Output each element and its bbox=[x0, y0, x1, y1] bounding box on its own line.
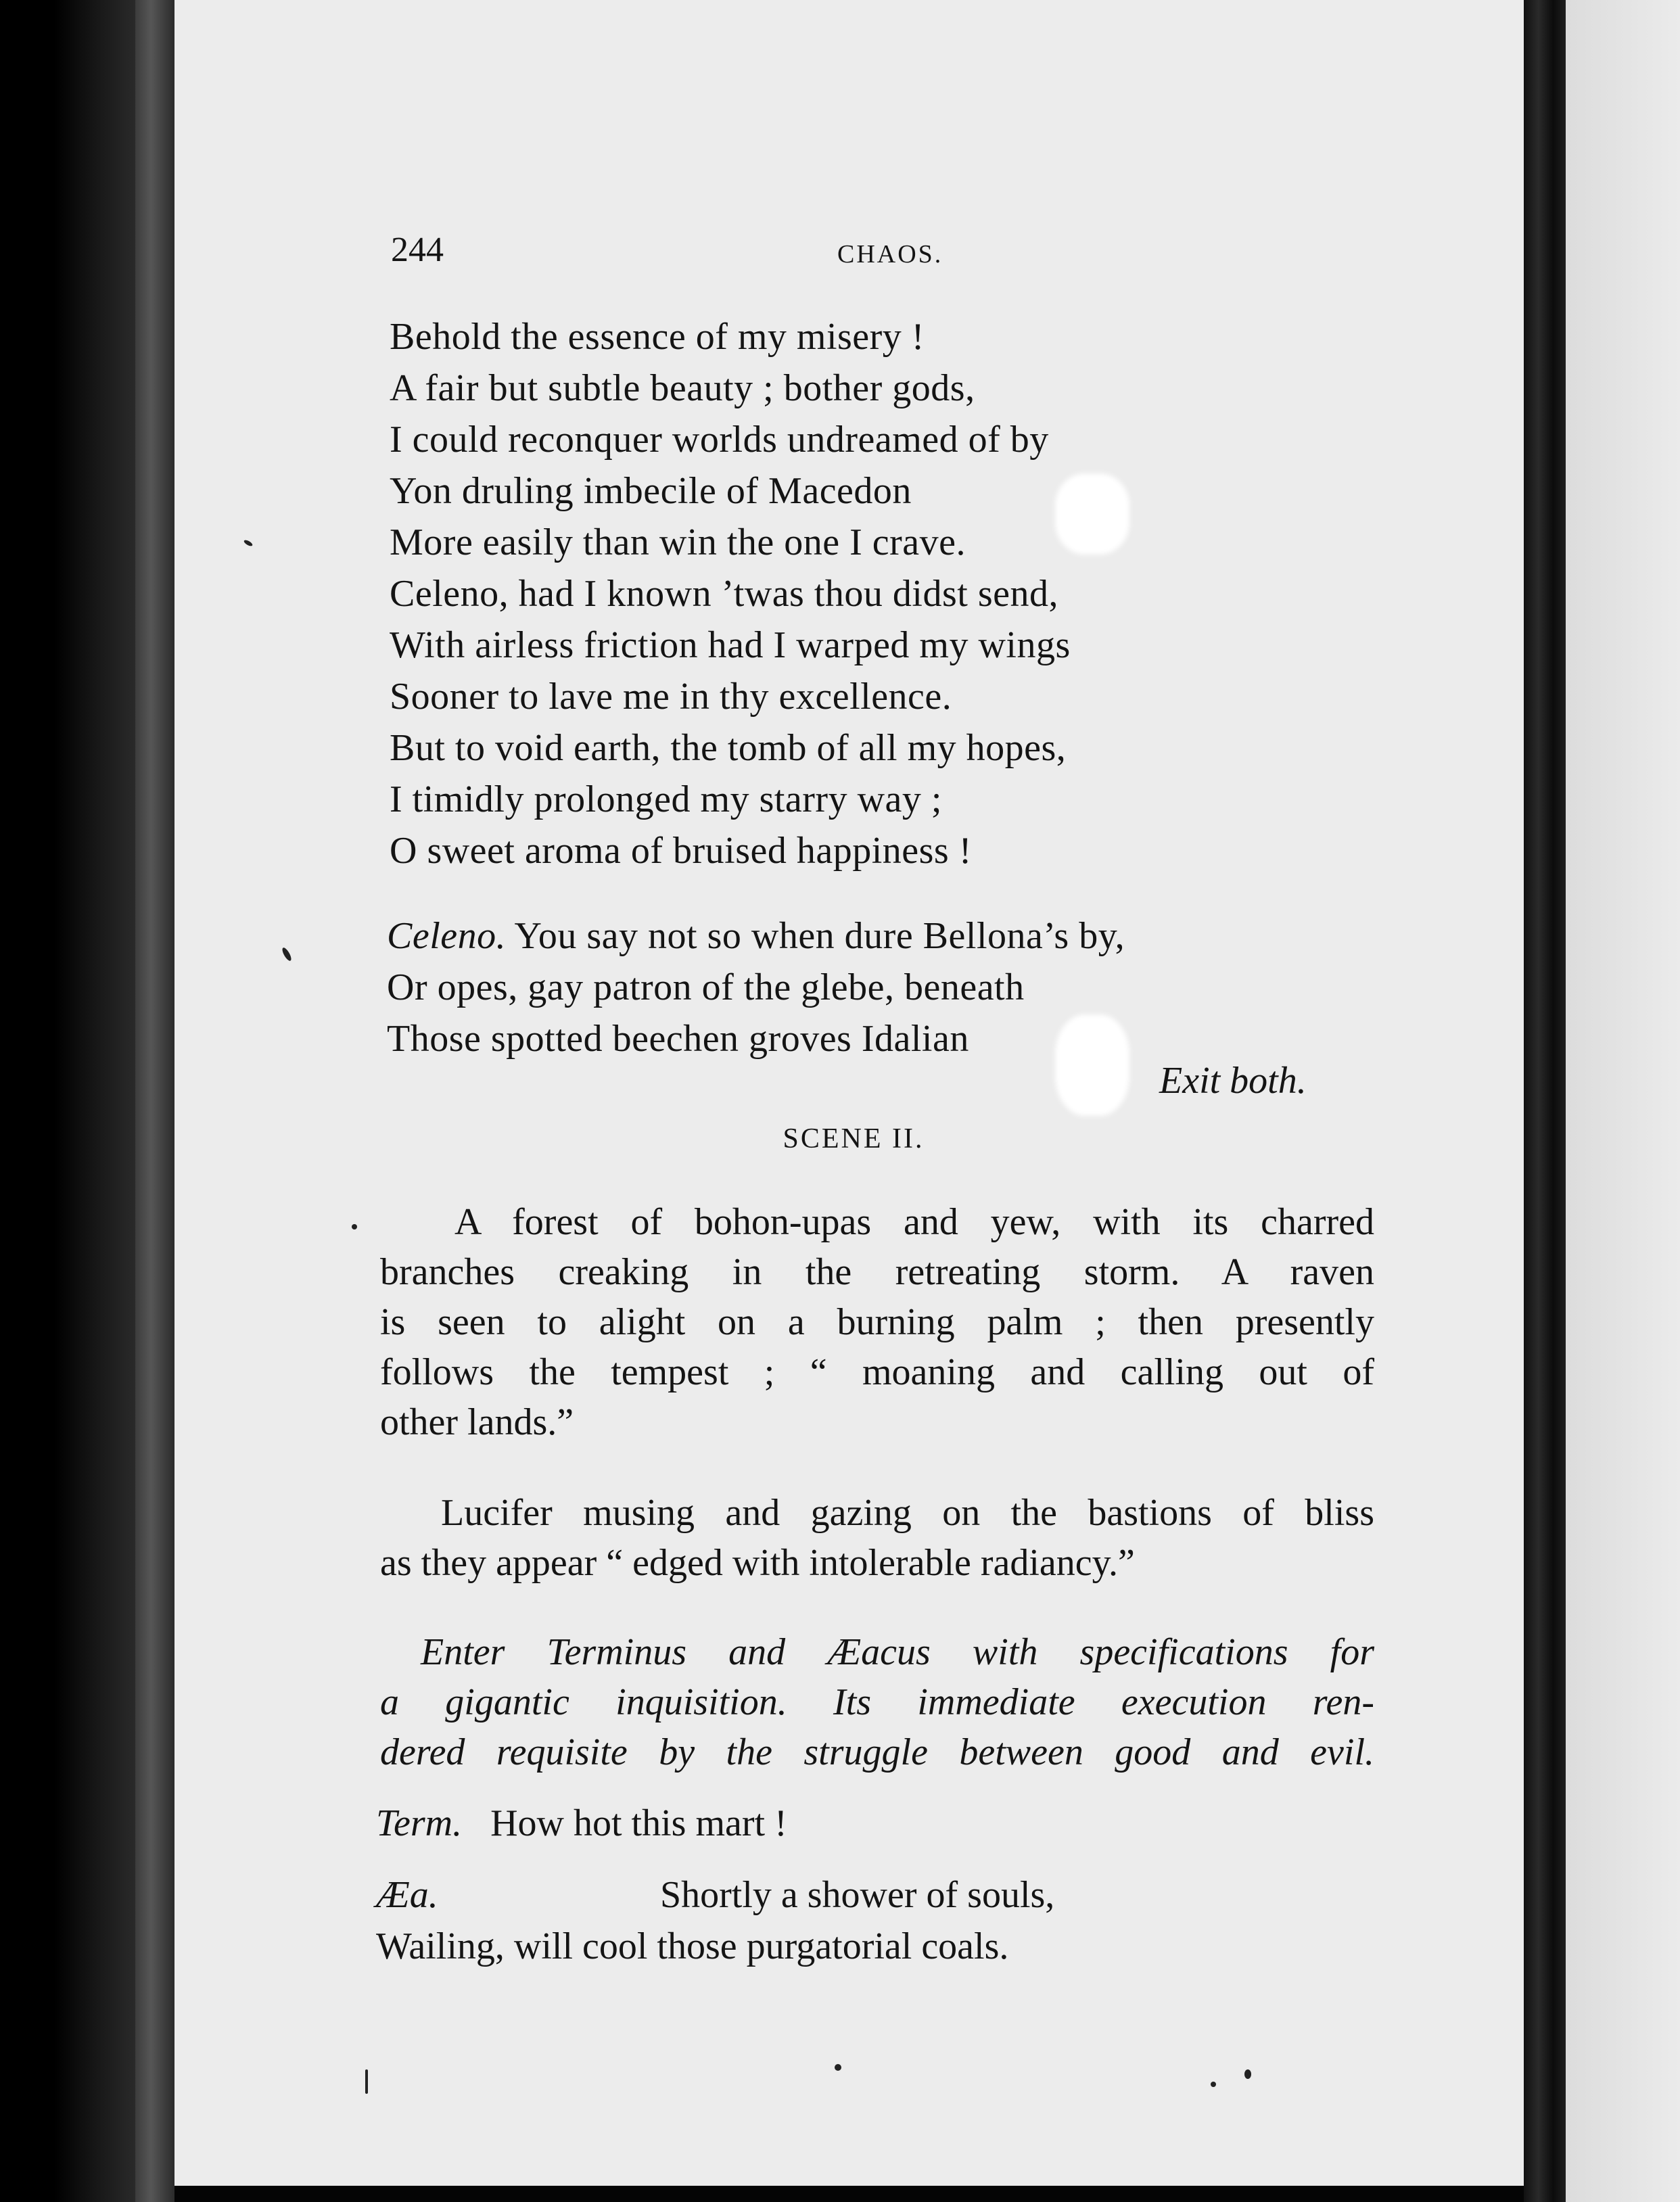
scan-speck bbox=[1211, 2082, 1216, 2087]
book-spine-edge bbox=[135, 0, 174, 2202]
page-number: 244 bbox=[391, 231, 444, 269]
scan-smudge bbox=[1055, 1014, 1129, 1116]
speech-text: Shortly a shower of souls, bbox=[660, 1874, 1055, 1916]
verse-line: I timidly prolonged my starry way ; bbox=[390, 778, 942, 820]
paragraph-line: Lucifer musing and gazing on the bastions of bliss bbox=[441, 1492, 1374, 1534]
speech-text: How hot this mart ! bbox=[490, 1802, 787, 1844]
facing-page-edge bbox=[1566, 0, 1680, 2202]
verse-block-celeno bbox=[387, 910, 1125, 1064]
paragraph-line: A forest of bohon-upas and yew, with its charred bbox=[454, 1201, 1374, 1243]
paragraph-line: dered requisite by the struggle between good and evil. bbox=[380, 1731, 1374, 1773]
setting-paragraph bbox=[380, 1197, 1374, 1447]
entrance-stage-direction bbox=[380, 1627, 1374, 1777]
verse-line: Behold the essence of my misery ! bbox=[390, 316, 925, 358]
dialogue-terminus bbox=[376, 1798, 787, 1849]
speech-text: You say not so when dure Bellona’s by, bbox=[514, 915, 1125, 957]
verse-line bbox=[387, 910, 1125, 962]
paragraph-line: as they appear “ edged with intolerable radiancy.” bbox=[380, 1542, 1135, 1584]
verse-block-lucifer bbox=[390, 311, 1071, 876]
running-title: CHAOS. bbox=[837, 240, 943, 268]
exit-stage-direction: Exit both. bbox=[1159, 1060, 1307, 1102]
scan-speck bbox=[352, 1224, 357, 1229]
speaker-name: Term. bbox=[376, 1802, 463, 1844]
verse-line: Celeno, had I known ’twas thou didst send, bbox=[390, 573, 1058, 615]
paragraph-line: other lands.” bbox=[380, 1401, 574, 1443]
verse-line: I could reconquer worlds undreamed of by bbox=[390, 419, 1049, 461]
scan-speck bbox=[365, 2069, 368, 2094]
scan-left-border bbox=[0, 0, 135, 2202]
verse-line: Or opes, gay patron of the glebe, beneath bbox=[387, 966, 1025, 1008]
verse-line: O sweet aroma of bruised happiness ! bbox=[390, 830, 972, 872]
paragraph-line: a gigantic inquisition. Its immediate execution ren- bbox=[380, 1681, 1374, 1723]
page-gutter bbox=[1524, 0, 1566, 2202]
paragraph-line: follows the tempest ; “ moaning and calling out of bbox=[380, 1351, 1374, 1393]
paragraph-line: is seen to alight on a burning palm ; then presently bbox=[380, 1301, 1374, 1343]
scan-smudge bbox=[1055, 473, 1129, 555]
verse-line: Yon druling imbecile of Macedon bbox=[390, 470, 912, 512]
verse-line: With airless friction had I warped my wings bbox=[390, 624, 1071, 666]
speaker-name: Æa. bbox=[376, 1874, 438, 1916]
verse-line: Wailing, will cool those purgatorial coals. bbox=[376, 1925, 1009, 1967]
running-head bbox=[391, 230, 1378, 284]
scene-heading: SCENE II. bbox=[783, 1123, 925, 1154]
scan-bottom-border bbox=[174, 2186, 1524, 2202]
verse-line bbox=[376, 1869, 1054, 1921]
scan-speck bbox=[1244, 2069, 1251, 2079]
paragraph-line: branches creaking in the retreating storm. A raven bbox=[380, 1251, 1374, 1293]
verse-line: A fair but subtle beauty ; bother gods, bbox=[390, 367, 975, 409]
paragraph-line: Enter Terminus and Æacus with specifications for bbox=[421, 1631, 1374, 1673]
scan-speck bbox=[835, 2064, 841, 2071]
dialogue-aeacus bbox=[376, 1869, 1054, 1972]
verse-line: But to void earth, the tomb of all my hopes, bbox=[390, 727, 1067, 769]
verse-line: Sooner to lave me in thy excellence. bbox=[390, 676, 952, 718]
lucifer-paragraph bbox=[380, 1488, 1374, 1588]
verse-line: Those spotted beechen groves Idalian bbox=[387, 1018, 969, 1060]
verse-line: More easily than win the one I crave. bbox=[390, 521, 966, 563]
speaker-name: Celeno. bbox=[387, 915, 507, 957]
